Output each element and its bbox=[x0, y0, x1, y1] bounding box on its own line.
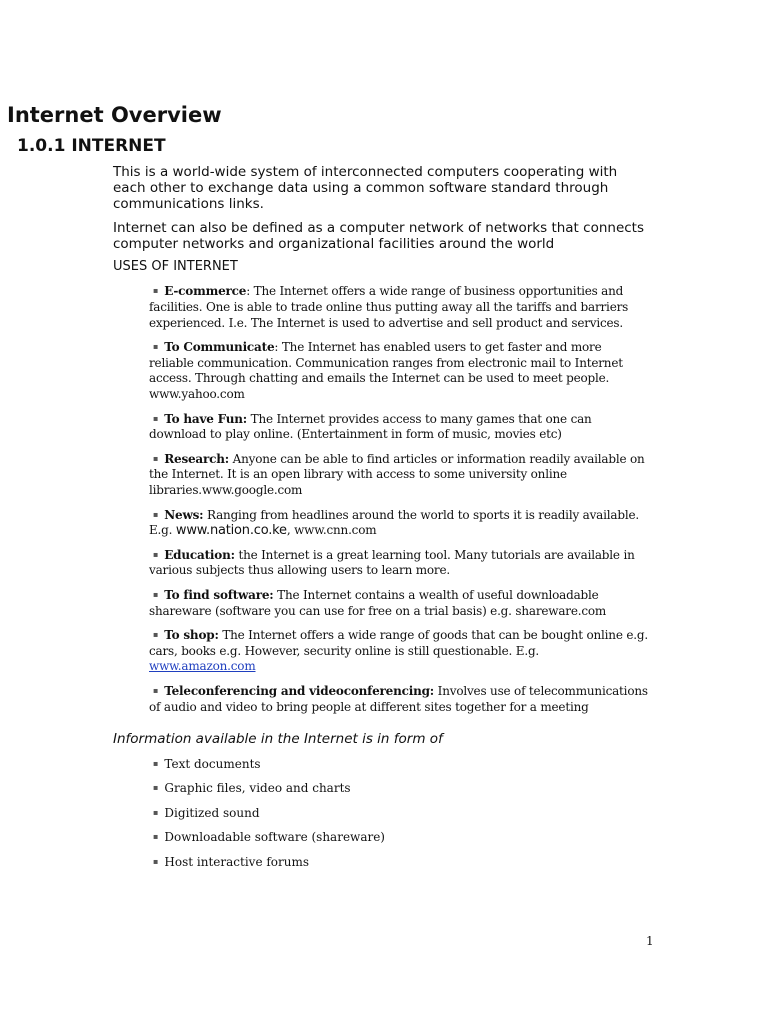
item-term: News: bbox=[164, 507, 204, 522]
bullet-icon: ▪ bbox=[153, 629, 159, 639]
definition-paragraph: Internet can also be defined as a computer network of networks that connects computer networks and organizational facilities around the world bbox=[113, 220, 644, 252]
item-term: To have Fun: bbox=[164, 411, 248, 426]
item-term: Research: bbox=[164, 451, 229, 466]
item-term: To Communicate bbox=[164, 339, 275, 354]
item-text: The Internet contains a wealth of useful downloadable shareware (software you can use for free on a trial basis) e.g. shareware.com bbox=[149, 587, 607, 618]
list-item: ▪ Graphic files, video and charts bbox=[149, 780, 385, 797]
bullet-icon: ▪ bbox=[153, 807, 159, 817]
bullet-icon: ▪ bbox=[153, 413, 159, 423]
item-text: The Internet offers a wide range of business opportunities and facilities. One is able to trade online thus putting away all the tariffs and barriers experienced. I.e. The Internet is used to advertise and sell product and services. bbox=[149, 284, 629, 330]
list-item: ▪ Text documents bbox=[149, 756, 385, 773]
bullet-icon: ▪ bbox=[153, 783, 159, 793]
item-term: To shop: bbox=[164, 627, 219, 642]
nation-url: www.nation.co.ke bbox=[175, 523, 287, 539]
item-term: To find software: bbox=[164, 587, 274, 602]
list-item-research bbox=[149, 451, 649, 499]
info-forms-list bbox=[149, 756, 385, 878]
item-term: Teleconferencing and videoconferencing: bbox=[164, 683, 435, 698]
item-text: The Internet has enabled users to get faster and more reliable communication. Communication ranges from electronic mail to Internet access. Through chatting and emails the Internet can be used to meet people. www.yahoo.com bbox=[149, 339, 623, 402]
bullet-icon: ▪ bbox=[153, 832, 159, 842]
list-item: ▪ Digitized sound bbox=[149, 805, 385, 822]
item-term: Education: bbox=[164, 547, 235, 562]
bullet-icon: ▪ bbox=[153, 759, 159, 768]
item-text: the Internet is a great learning tool. Many tutorials are available in various subjects thus allowing users to learn more. bbox=[149, 547, 635, 578]
item-text: Involves use of telecommunications of audio and video to bring people at different sites together for a meeting bbox=[149, 683, 648, 714]
list-item-news bbox=[149, 507, 649, 540]
intro-paragraph: This is a world-wide system of interconnected computers cooperating with each other to exchange data using a common software standard through communications links. bbox=[113, 164, 618, 212]
item-term: E-commerce bbox=[164, 284, 247, 298]
bullet-icon: ▪ bbox=[153, 453, 159, 463]
item-text: Anyone can be able to find articles or information readily available on the Internet. It is an open library with access to some university online libraries.www.google.com bbox=[149, 451, 645, 498]
page-number: 1 bbox=[646, 934, 654, 948]
bullet-icon: ▪ bbox=[153, 549, 159, 559]
list-item-teleconferencing bbox=[149, 683, 649, 716]
list-item-communicate: ▪ To Communicate: The Internet has enabled users to get faster and more reliable communication. Communication ranges from electronic mail to Internet access. Through chatting and emails the Internet can be used to meet people. www.yahoo.com bbox=[149, 339, 623, 402]
item-text: The Internet provides access to many games that one can download to play online. (Entertainment in form of music, movies etc) bbox=[149, 411, 592, 442]
list-item: ▪ Host interactive forums bbox=[149, 854, 385, 871]
section-heading: 1.0.1 INTERNET bbox=[17, 136, 166, 156]
list-item: ▪ Downloadable software (shareware) bbox=[149, 829, 385, 846]
cnn-url: , www.cnn.com bbox=[286, 523, 377, 538]
list-item-education bbox=[149, 547, 649, 580]
bullet-icon: ▪ bbox=[153, 341, 159, 351]
item-text: Ranging from headlines around the world to sports it is readily available. E.g. bbox=[149, 507, 640, 538]
bullet-icon: ▪ bbox=[153, 286, 159, 295]
info-heading: Information available in the Internet is in form of bbox=[113, 731, 443, 747]
bullet-icon: ▪ bbox=[153, 856, 159, 866]
list-item-fun bbox=[149, 411, 649, 444]
page-title: Internet Overview bbox=[7, 103, 222, 127]
uses-list bbox=[149, 283, 649, 723]
uses-heading: USES OF INTERNET bbox=[113, 259, 238, 274]
list-item-shop bbox=[149, 627, 649, 675]
item-text: The Internet offers a wide range of goods that can be bought online e.g. cars, books e.g. However, security online is still questionable. E.g. bbox=[149, 627, 648, 658]
bullet-icon: ▪ bbox=[153, 685, 159, 695]
bullet-icon: ▪ bbox=[153, 509, 159, 519]
list-item-e-commerce: ▪ E-commerce: The Internet offers a wide range of business opportunities and facilities. One is able to trade online thus putting away all the tariffs and barriers experienced. I.e. The Internet is used to advertise and sell product and services. bbox=[149, 284, 629, 330]
list-item-software bbox=[149, 587, 649, 620]
amazon-link[interactable]: www.amazon.com bbox=[149, 659, 256, 674]
bullet-icon: ▪ bbox=[153, 589, 159, 599]
